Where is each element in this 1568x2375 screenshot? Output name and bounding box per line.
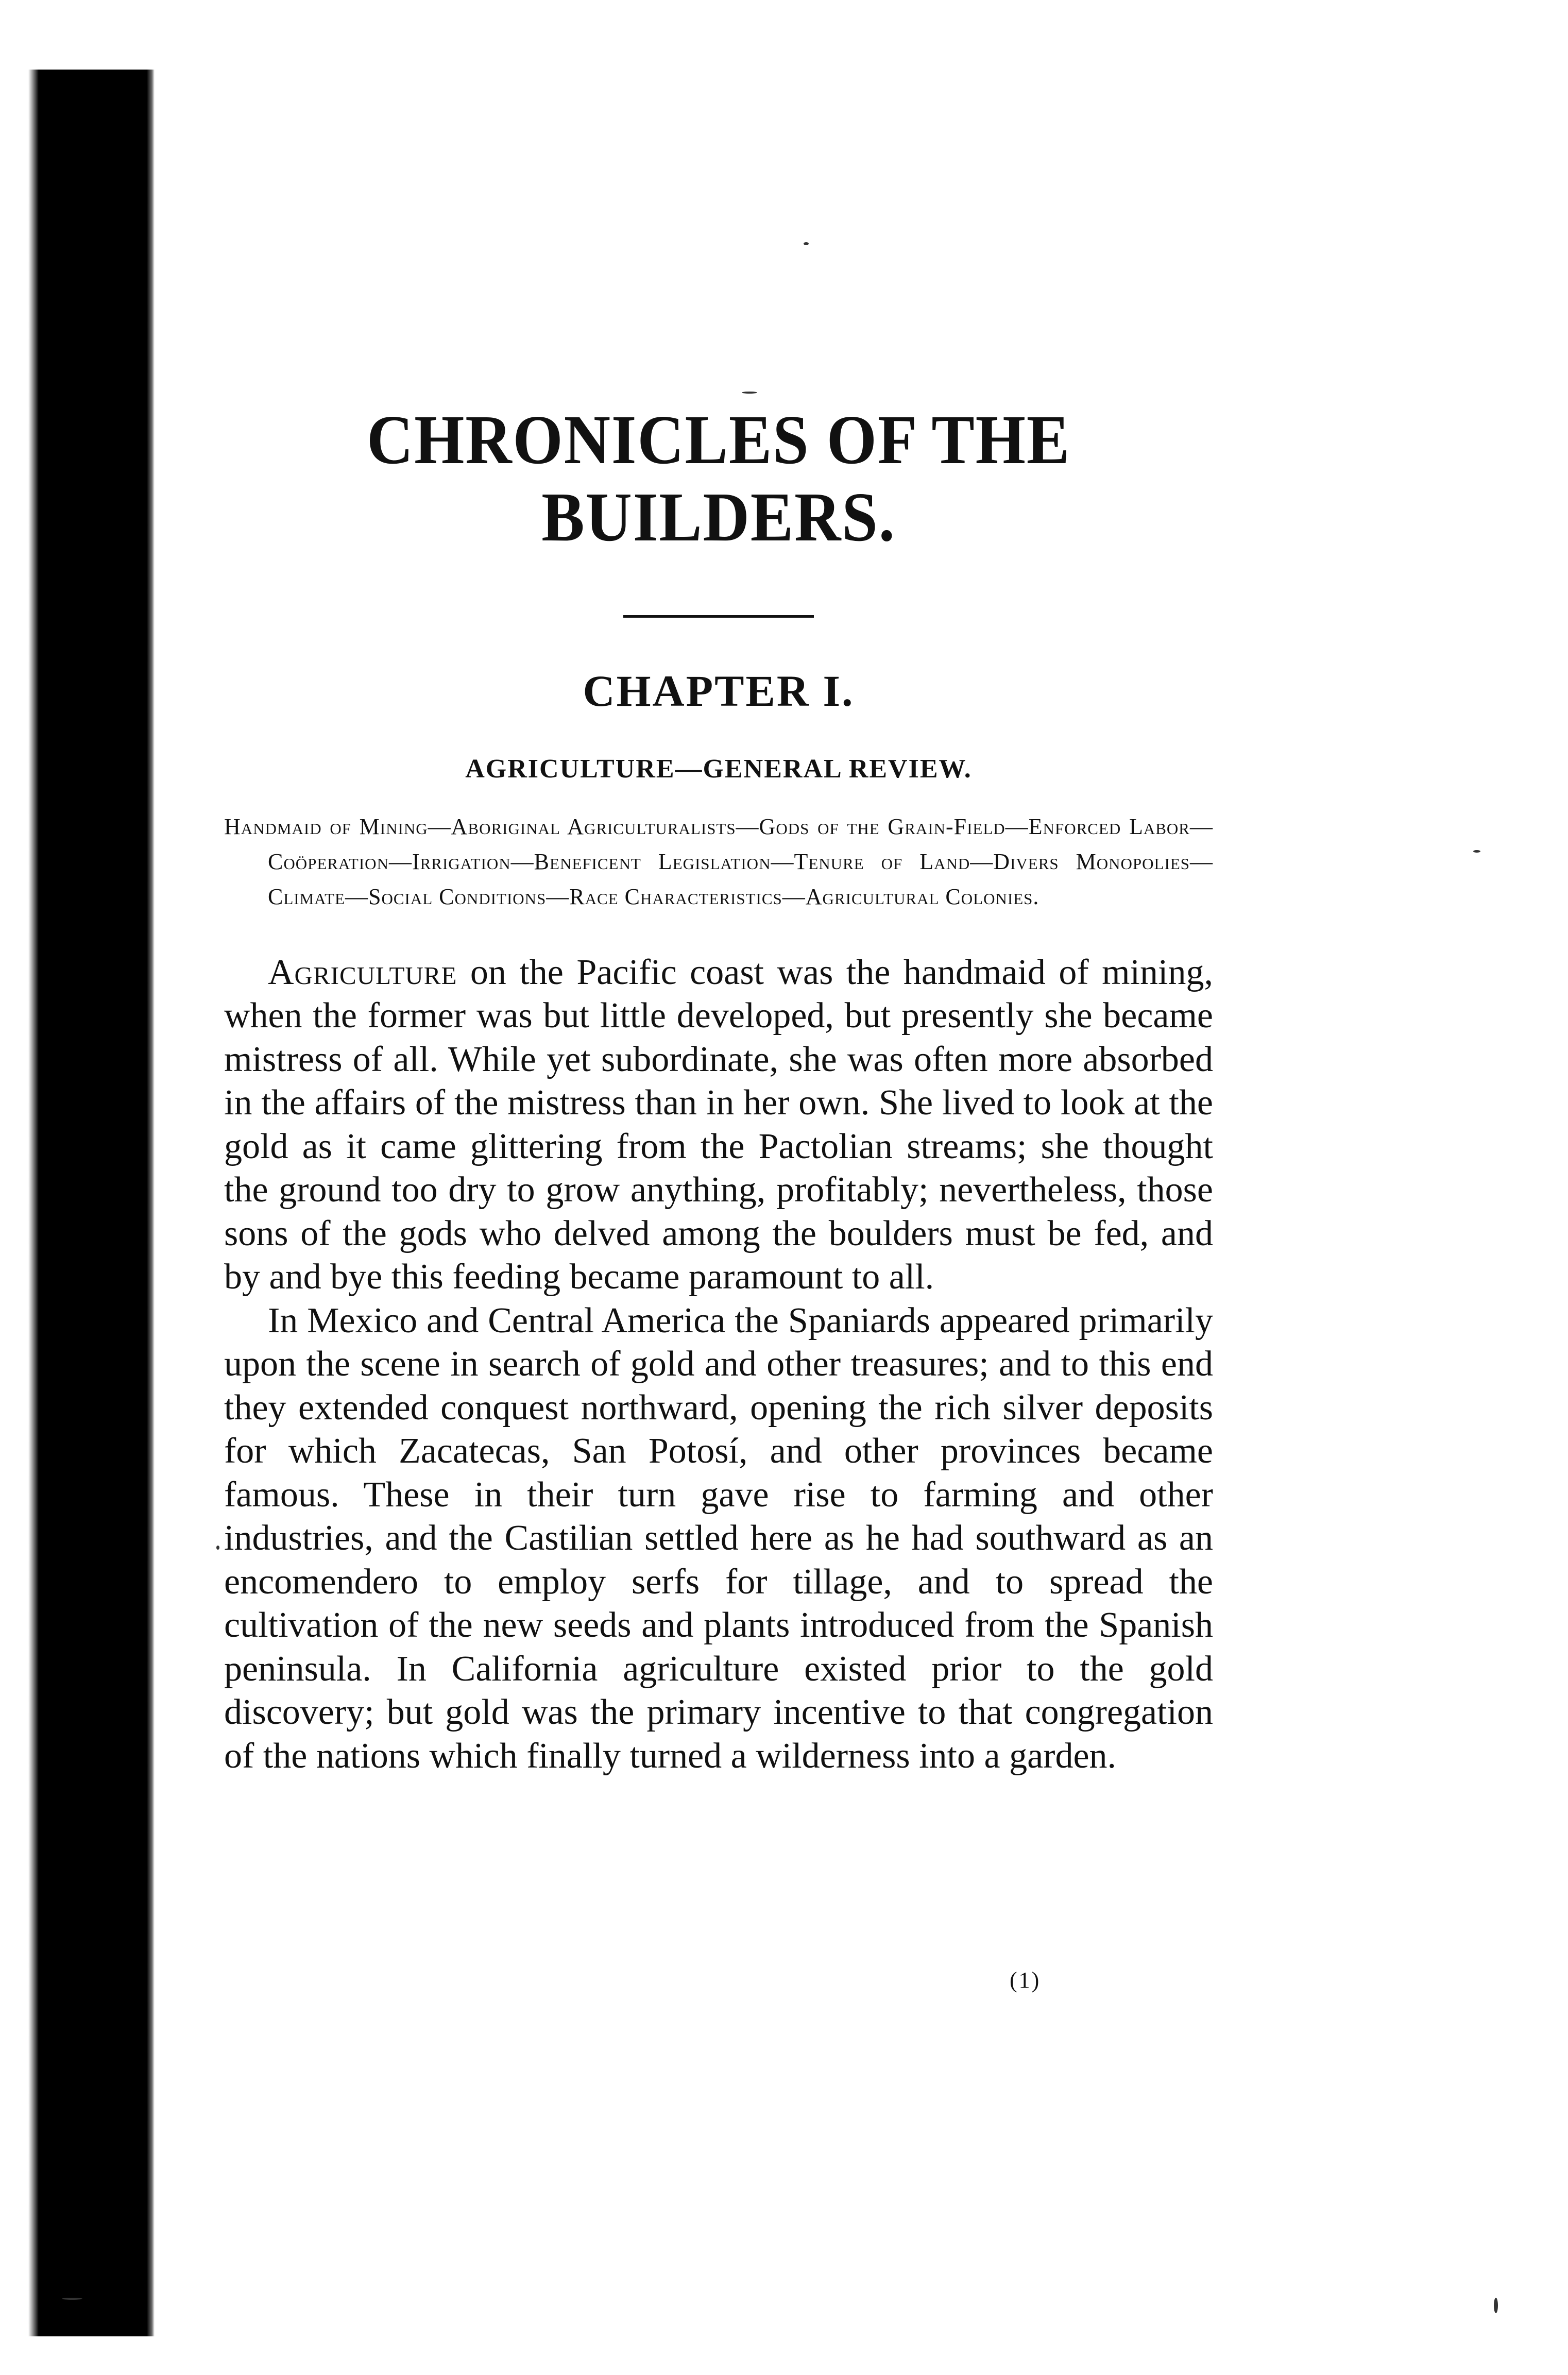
chapter-synopsis: Handmaid of Mining—Aboriginal Agriculturalists—Gods of the Grain-Field—Enforced Labor—Coöperation—Irrigation—Beneficent Legislation—Tenure of Land—Divers Monopolies—Climate—Social Conditions—Race Characteristics—Agricultural Colonies. [224, 813, 1213, 910]
book-page [224, 402, 1213, 1778]
scan-speck [62, 2298, 82, 2300]
title-rule [623, 615, 814, 618]
chapter-heading: CHAPTER I. [583, 666, 855, 716]
section-title: AGRICULTURE—GENERAL REVIEW. [465, 754, 972, 784]
paragraph-2: In Mexico and Central America the Spaniards appeared primarily upon the scene in search of gold and other treasures; and to this end they extended conquest northward, opening the rich silver deposits for which Zacatecas, San Potosí, and other provinces became famous. These in their turn gave rise to farming and other industries, and the Castilian settled here as he had southward as an encomendero to employ serfs for tillage, and to spread the cultivation of the new seeds and plants introduced from the Spanish peninsula. In California agriculture existed prior to the gold discovery; but gold was the primary incentive to that congregation of the nations which finally turned a wilderness into a garden. [224, 1300, 1213, 1776]
page-number: (1) [1010, 1967, 1041, 1993]
scan-speck [1473, 850, 1480, 853]
scan-speck [804, 242, 809, 245]
lead-word: Agriculture [268, 952, 457, 992]
scan-speck [742, 392, 757, 394]
paragraph-1-text: on the Pacific coast was the handmaid of mining, when the former was but little developed, but presently she became mistress of all. While yet subordinate, she was often more absorbed in the affairs of the mistress than in her own. She lived to look at the gold as it came glittering from the Pactolian streams; she thought the ground too dry to grow anything, profitably; nevertheless, those sons of the gods who delved among the boulders must be fed, and by and bye this feeding became paramount to all. [224, 952, 1213, 1297]
paragraph-1 [224, 951, 1213, 1299]
scan-speck [1494, 2298, 1498, 2313]
body-text [224, 951, 1213, 1778]
scan-speck [216, 1546, 219, 1550]
binding-shadow [0, 70, 155, 2336]
running-title: CHRONICLES OF THE BUILDERS. [366, 401, 1071, 556]
